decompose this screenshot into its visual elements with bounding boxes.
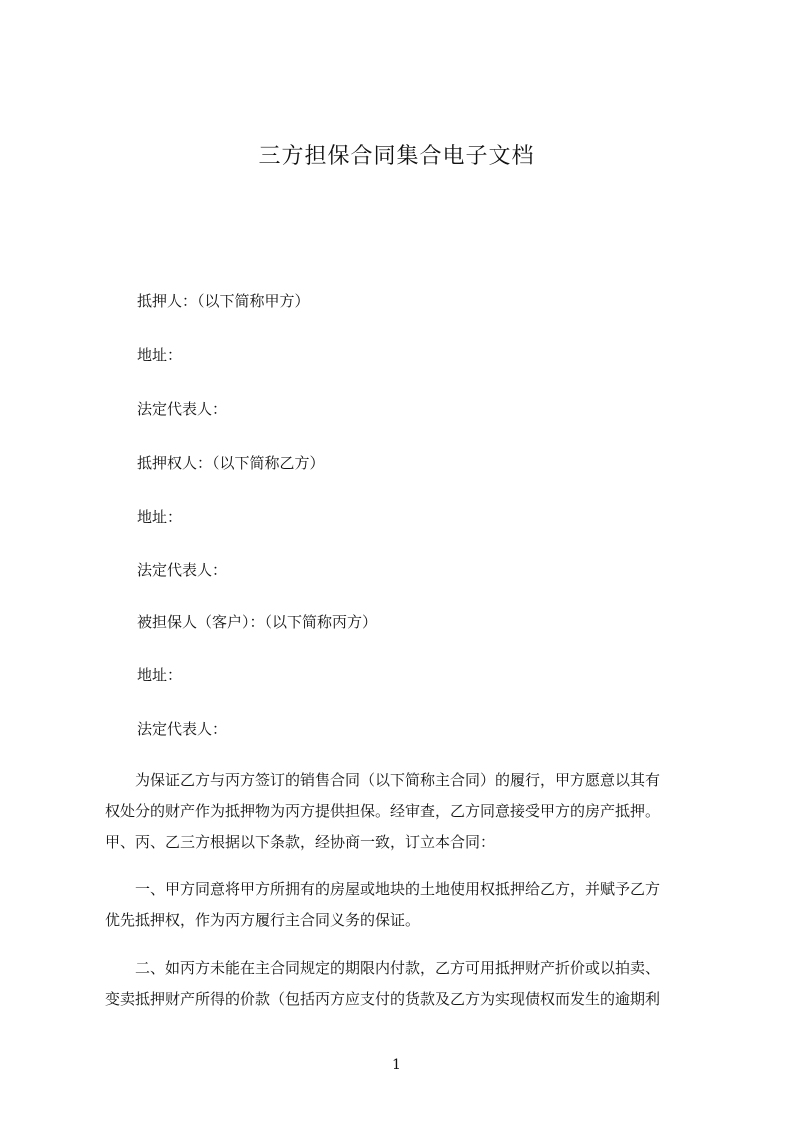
paragraph-line: 为保证乙方与丙方签订的销售合同（以下简称主合同）的履行，甲方愿意以其有 — [105, 771, 661, 789]
pledgor-address-field: 地址： — [137, 346, 183, 364]
guaranteed-party-legal-representative-field: 法定代表人： — [137, 720, 228, 738]
paragraph-line: 优先抵押权，作为丙方履行主合同义务的保证。 — [105, 911, 421, 929]
document-title: 三方担保合同集合电子文档 — [258, 144, 535, 169]
pledgee-legal-representative-field: 法定代表人： — [137, 561, 228, 579]
guaranteed-party-address-field: 地址： — [137, 666, 183, 684]
paragraph-line: 权处分的财产作为抵押物为丙方提供担保。经审查，乙方同意接受甲方的房产抵押。 — [105, 802, 661, 820]
paragraph-line: 变卖抵押财产所得的价款（包括丙方应支付的货款及乙方为实现债权而发生的逾期利 — [105, 990, 661, 1008]
paragraph-line: 一、甲方同意将甲方所拥有的房屋或地块的土地使用权抵押给乙方，并赋予乙方 — [105, 880, 661, 898]
guaranteed-party-field: 被担保人（客户）：（以下简称丙方） — [137, 613, 378, 631]
clause-two-paragraph — [105, 953, 699, 1015]
preamble-paragraph — [105, 765, 699, 858]
paragraph-line: 甲、丙、乙三方根据以下条款，经协商一致，订立本合同： — [105, 833, 496, 851]
pledgor-field: 抵押人：（以下简称甲方） — [137, 292, 310, 310]
page-number: 1 — [392, 1057, 401, 1073]
pledgor-legal-representative-field: 法定代表人： — [137, 400, 228, 418]
pledgee-field: 抵押权人：（以下简称乙方） — [137, 454, 325, 472]
pledgee-address-field: 地址： — [137, 508, 183, 526]
clause-one-paragraph — [105, 874, 699, 936]
paragraph-line: 二、如丙方未能在主合同规定的期限内付款，乙方可用抵押财产折价或以拍卖、 — [105, 959, 661, 977]
